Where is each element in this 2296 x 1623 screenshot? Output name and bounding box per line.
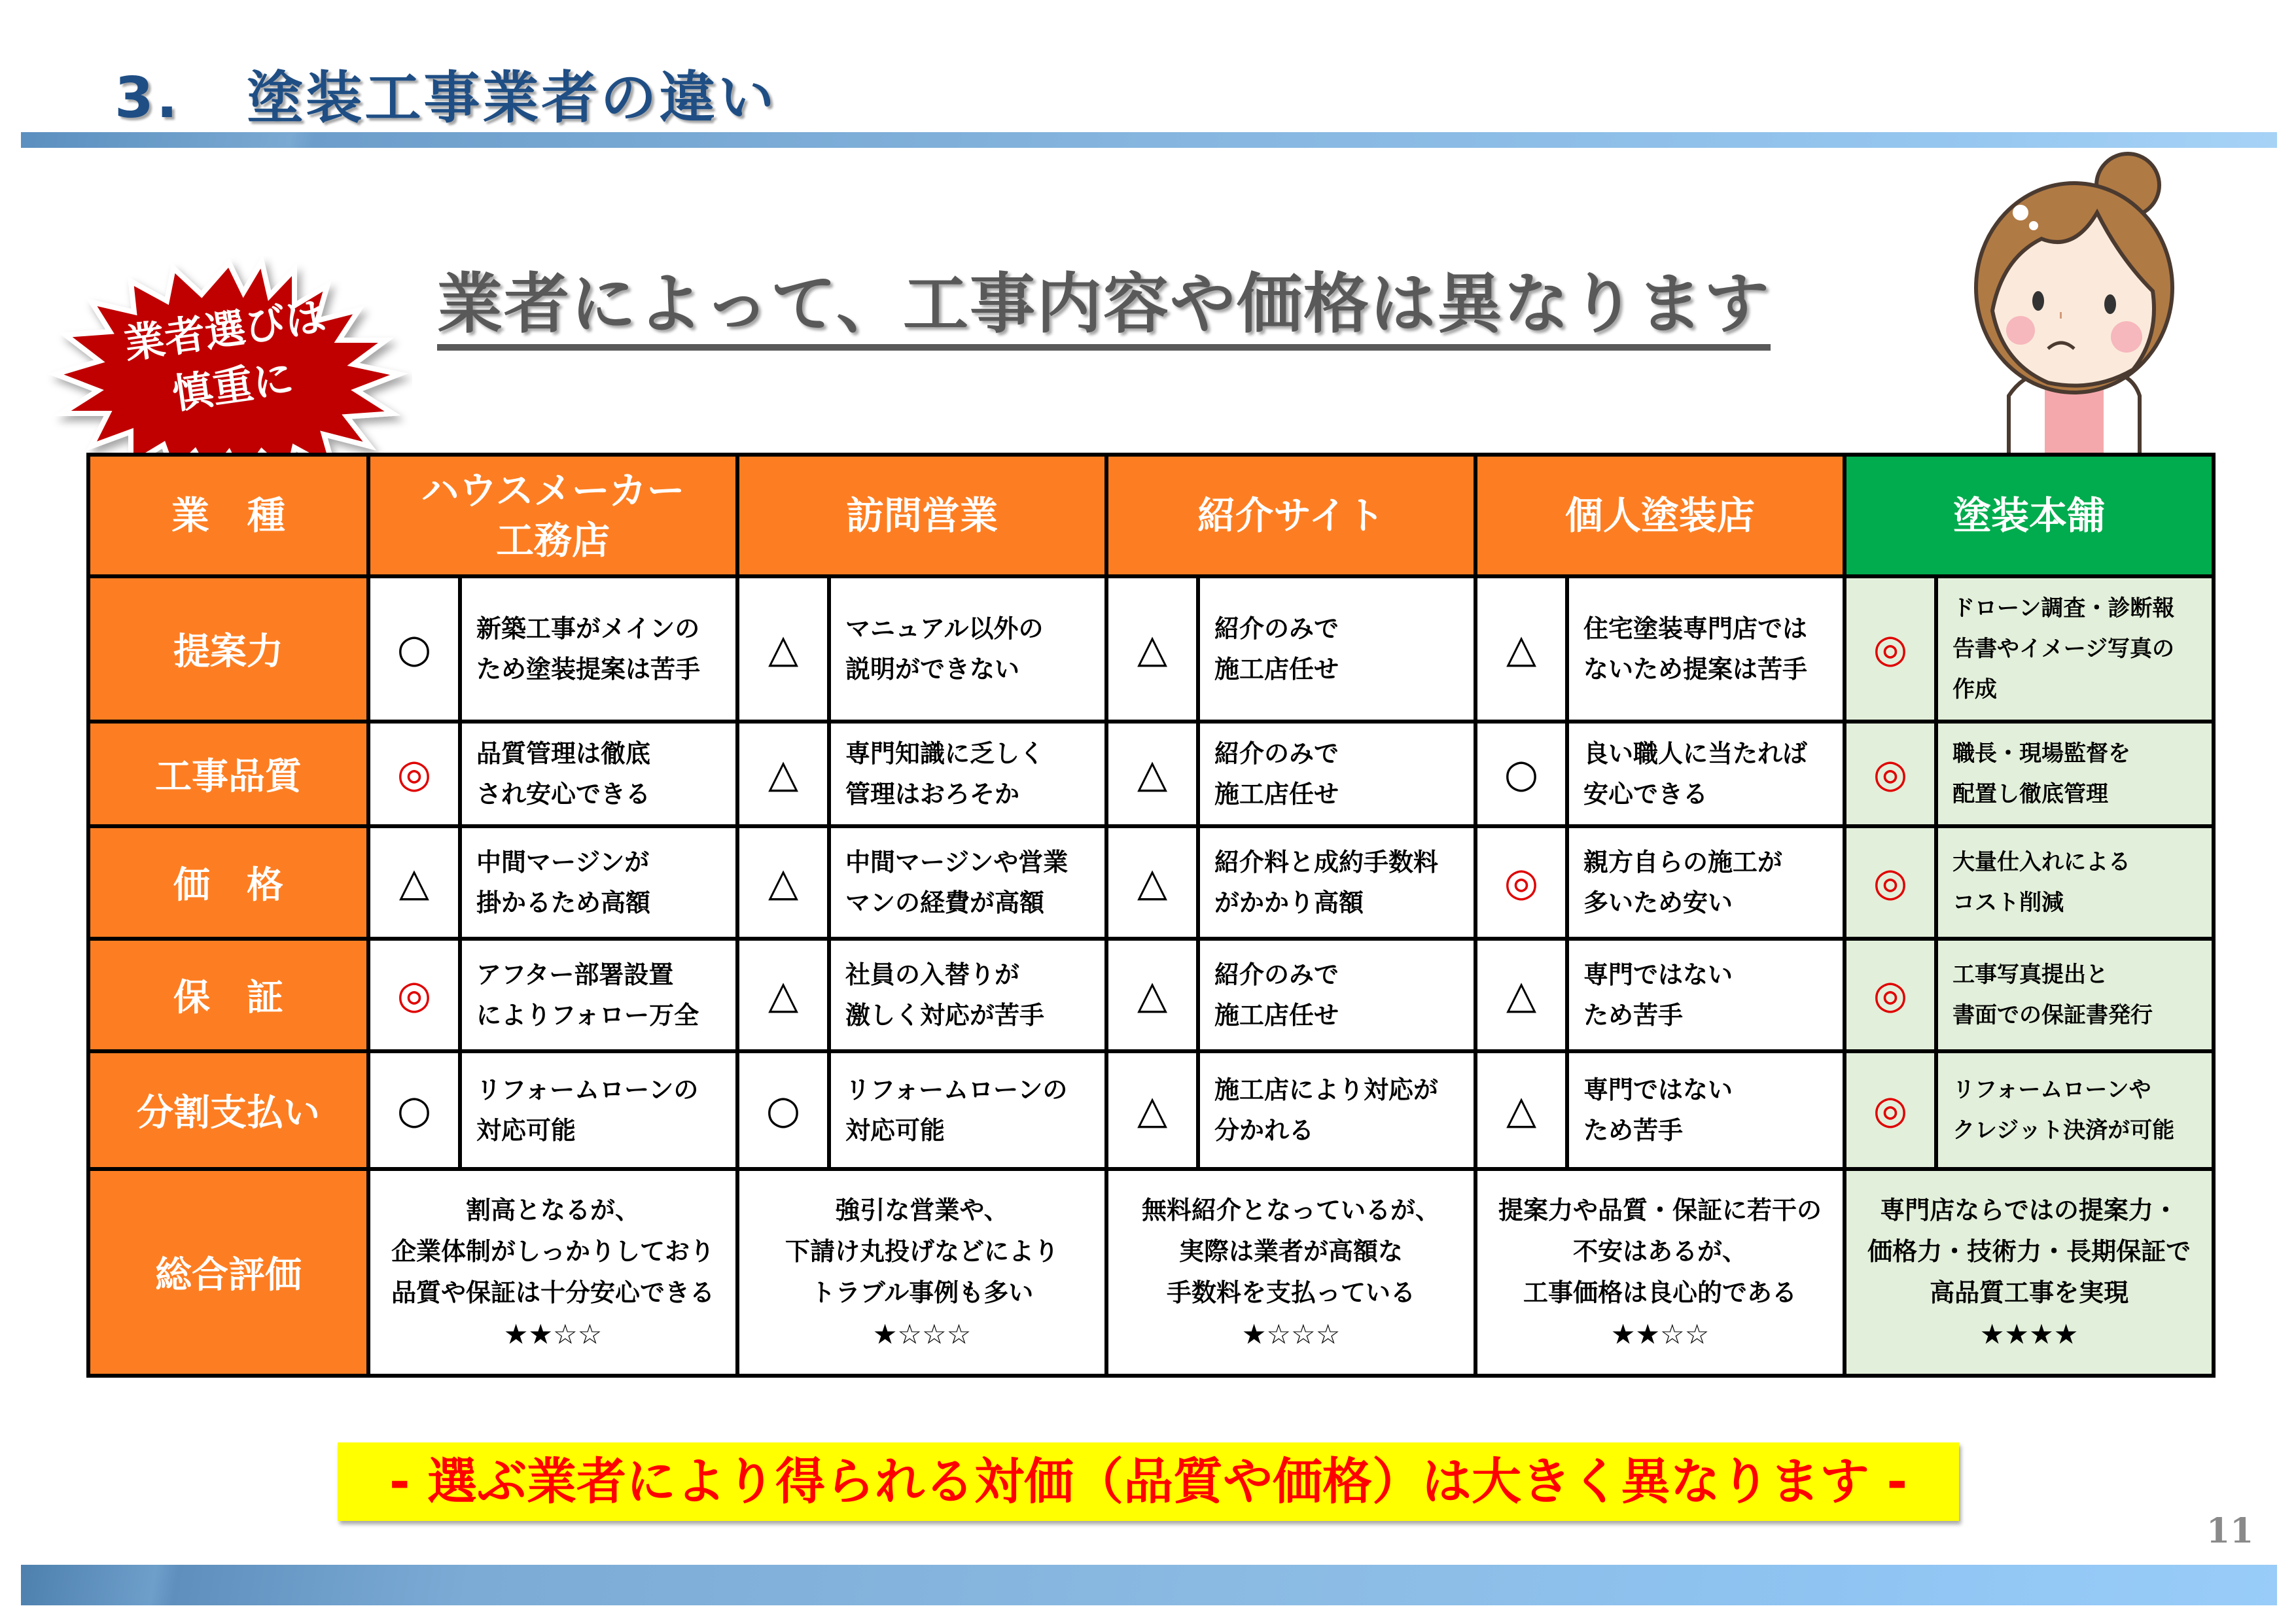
summary-cell [1106, 1169, 1475, 1376]
triangle-icon: △ [1106, 826, 1198, 939]
section-title: 塗装工事業者の違い [247, 65, 777, 131]
summary-cell [1845, 1169, 2214, 1376]
description-line: 紹介のみで [1214, 739, 1339, 768]
summary-cell [1475, 1169, 1845, 1376]
description-line: 社員の入替りが [845, 960, 1020, 989]
description-line: ため塗装提案は苦手 [476, 655, 701, 684]
table-row [88, 1051, 2214, 1169]
cell-description [829, 576, 1106, 722]
description-line: 対応可能 [476, 1116, 576, 1145]
description-line: 掛かるため高額 [476, 888, 651, 917]
description-line: 良い職人に当たれば [1583, 739, 1808, 768]
summary-line: 品質や保証は十分安心できる [391, 1278, 715, 1307]
cell-description [1567, 576, 1845, 722]
summary-line: 専門店ならではの提案力・ [1880, 1196, 2178, 1225]
header-decorative-band [21, 132, 2277, 148]
description-line: 告書やイメージ写真の [1952, 636, 2175, 662]
star-rating-icon: ★★☆☆ [1610, 1318, 1710, 1350]
cell-description [1198, 722, 1475, 826]
table-row [88, 576, 2214, 722]
description-line: 大量仕入れによる [1952, 849, 2131, 875]
triangle-icon: △ [1106, 939, 1198, 1051]
double-circle-icon: ◎ [368, 722, 460, 826]
summary-line: 工事価格は良心的である [1523, 1278, 1797, 1307]
description-line: 施工店により対応が [1214, 1075, 1439, 1104]
description-line: 専門ではない [1583, 1075, 1733, 1104]
cell-description [460, 939, 737, 1051]
column-header-line: ハウスメーカー [421, 468, 685, 513]
description-line: 紹介のみで [1214, 614, 1339, 643]
summary-cell [368, 1169, 737, 1376]
summary-line: 割高となるが、 [466, 1196, 641, 1225]
description-line: リフォームローンや [1952, 1077, 2151, 1103]
cell-description [829, 722, 1106, 826]
row-label: 価 格 [88, 826, 368, 939]
description-line: クレジット決済が可能 [1952, 1117, 2175, 1143]
column-header-individual-shop: 個人塗装店 [1475, 455, 1845, 576]
description-line: 多いため安い [1583, 888, 1733, 917]
triangle-icon: △ [1475, 576, 1567, 722]
description-line: 施工店任せ [1214, 1001, 1339, 1030]
cell-description [1198, 1051, 1475, 1169]
summary-line: 無料紹介となっているが、 [1142, 1196, 1441, 1225]
headline: 業者によって、工事内容や価格は異なります [437, 268, 1771, 351]
page-number: 11 [2206, 1511, 2254, 1551]
description-line: 新築工事がメインの [476, 614, 700, 643]
cell-description [1936, 576, 2214, 722]
description-line: ドローン調査・診断報 [1952, 595, 2175, 621]
table-header-row [88, 455, 2214, 576]
cell-description [1567, 1051, 1845, 1169]
double-circle-icon: ◎ [1475, 826, 1567, 939]
description-line: コスト削減 [1952, 890, 2064, 916]
description-line: 紹介のみで [1214, 960, 1339, 989]
description-line: 専門知識に乏しく [845, 739, 1045, 768]
description-line: 施工店任せ [1214, 655, 1339, 684]
section-number: 3. [115, 65, 181, 131]
description-line: ため苦手 [1583, 1116, 1684, 1145]
description-line: 対応可能 [845, 1116, 945, 1145]
description-line: 工事写真提出と [1952, 962, 2109, 988]
column-header-door-to-door: 訪問営業 [737, 455, 1106, 576]
description-line: ため苦手 [1583, 1001, 1684, 1030]
cell-description [1936, 722, 2214, 826]
table-row [88, 826, 2214, 939]
description-line: 品質管理は徹底 [476, 739, 651, 768]
description-line: マニュアル以外の [845, 614, 1044, 643]
triangle-icon: △ [1475, 1051, 1567, 1169]
summary-line: 手数料を支払っている [1167, 1278, 1416, 1307]
summary-row [88, 1169, 2214, 1376]
summary-line: 強引な営業や、 [835, 1196, 1009, 1225]
double-circle-icon: ◎ [1845, 1051, 1936, 1169]
summary-line: 実際は業者が高額な [1179, 1237, 1404, 1266]
description-line: 作成 [1952, 676, 1998, 703]
triangle-icon: △ [1475, 939, 1567, 1051]
table-row [88, 939, 2214, 1051]
double-circle-icon: ◎ [1845, 576, 1936, 722]
circle-icon: ○ [1475, 722, 1567, 826]
row-label: 提案力 [88, 576, 368, 722]
description-line: 激しく対応が苦手 [845, 1001, 1045, 1030]
conclusion-banner: - 選ぶ業者により得られる対価（品質や価格）は大きく異なります - [338, 1442, 1959, 1521]
description-line: によりフォロー万全 [476, 1001, 699, 1030]
description-line: 安心できる [1583, 780, 1708, 809]
cell-description [1198, 939, 1475, 1051]
summary-line: 不安はあるが、 [1573, 1237, 1748, 1266]
triangle-icon: △ [1106, 1051, 1198, 1169]
triangle-icon: △ [737, 576, 829, 722]
cell-description [1198, 826, 1475, 939]
cell-description [1567, 826, 1845, 939]
summary-line: 企業体制がしっかりしており [391, 1237, 715, 1266]
description-line: 管理はおろそか [845, 780, 1020, 809]
burst-line-2: 慎重に [169, 353, 297, 419]
footer-decorative-band [21, 1565, 2277, 1605]
description-line: 施工店任せ [1214, 780, 1339, 809]
star-rating-icon: ★☆☆☆ [1241, 1318, 1341, 1350]
description-line: 中間マージンが [476, 848, 650, 877]
circle-icon: ○ [368, 1051, 460, 1169]
double-circle-icon: ◎ [1845, 826, 1936, 939]
star-rating-icon: ★★☆☆ [503, 1318, 603, 1350]
cell-description [460, 1051, 737, 1169]
double-circle-icon: ◎ [1845, 939, 1936, 1051]
cell-description [829, 1051, 1106, 1169]
description-line: リフォームローンの [845, 1075, 1068, 1104]
double-circle-icon: ◎ [1845, 722, 1936, 826]
star-rating-icon: ★☆☆☆ [872, 1318, 972, 1350]
triangle-icon: △ [368, 826, 460, 939]
comparison-table [86, 453, 2216, 1378]
summary-line: 価格力・技術力・長期保証で [1867, 1237, 2191, 1266]
cell-description [829, 939, 1106, 1051]
row-label: 保 証 [88, 939, 368, 1051]
row-label-overall: 総合評価 [88, 1169, 368, 1376]
column-header-house-maker [368, 455, 737, 576]
description-line: 住宅塗装専門店では [1583, 614, 1808, 643]
circle-icon: ○ [368, 576, 460, 722]
table-row [88, 722, 2214, 826]
description-line: 書面での保証書発行 [1952, 1002, 2153, 1028]
row-label: 分割支払い [88, 1051, 368, 1169]
summary-line: 高品質工事を実現 [1930, 1278, 2129, 1307]
description-line: 分かれる [1214, 1116, 1315, 1145]
cell-description [1936, 1051, 2214, 1169]
description-line: 紹介料と成約手数料 [1214, 848, 1439, 877]
description-line: 職長・現場監督を [1952, 741, 2131, 767]
cell-description [1567, 722, 1845, 826]
triangle-icon: △ [737, 826, 829, 939]
triangle-icon: △ [1106, 576, 1198, 722]
description-line: 配置し徹底管理 [1952, 781, 2109, 807]
triangle-icon: △ [737, 722, 829, 826]
cell-description [1198, 576, 1475, 722]
worried-woman-illustration [1963, 141, 2185, 455]
description-line: アフター部署設置 [476, 960, 674, 989]
summary-line: 提案力や品質・保証に若干の [1498, 1196, 1822, 1225]
triangle-icon: △ [737, 939, 829, 1051]
column-header-referral-site: 紹介サイト [1106, 455, 1475, 576]
corner-header: 業 種 [88, 455, 368, 576]
cell-description [460, 722, 737, 826]
description-line: 中間マージンや営業 [845, 848, 1069, 877]
burst-badge [46, 256, 412, 479]
summary-cell [737, 1169, 1106, 1376]
summary-line: トラブル事例も多い [810, 1278, 1034, 1307]
description-line: リフォームローンの [476, 1075, 699, 1104]
circle-icon: ○ [737, 1051, 829, 1169]
cell-description [1567, 939, 1845, 1051]
description-line: 専門ではない [1583, 960, 1733, 989]
cell-description [1936, 939, 2214, 1051]
column-header-line: 工務店 [496, 518, 610, 563]
cell-description [460, 826, 737, 939]
description-line: がかかり高額 [1214, 888, 1364, 917]
triangle-icon: △ [1106, 722, 1198, 826]
description-line: 親方自らの施工が [1583, 848, 1783, 877]
page-title [115, 52, 777, 133]
description-line: され安心できる [476, 780, 651, 809]
cell-description [1936, 826, 2214, 939]
cell-description [460, 576, 737, 722]
description-line: ないため提案は苦手 [1583, 655, 1808, 684]
row-label: 工事品質 [88, 722, 368, 826]
description-line: マンの経費が高額 [845, 888, 1045, 917]
column-header-toso-honpo: 塗装本舗 [1845, 455, 2214, 576]
star-rating-icon: ★★★★ [1979, 1318, 2079, 1350]
double-circle-icon: ◎ [368, 939, 460, 1051]
burst-line-1: 業者選びは [121, 292, 329, 368]
description-line: 説明ができない [845, 655, 1020, 684]
summary-line: 下請け丸投げなどにより [785, 1237, 1059, 1266]
cell-description [829, 826, 1106, 939]
